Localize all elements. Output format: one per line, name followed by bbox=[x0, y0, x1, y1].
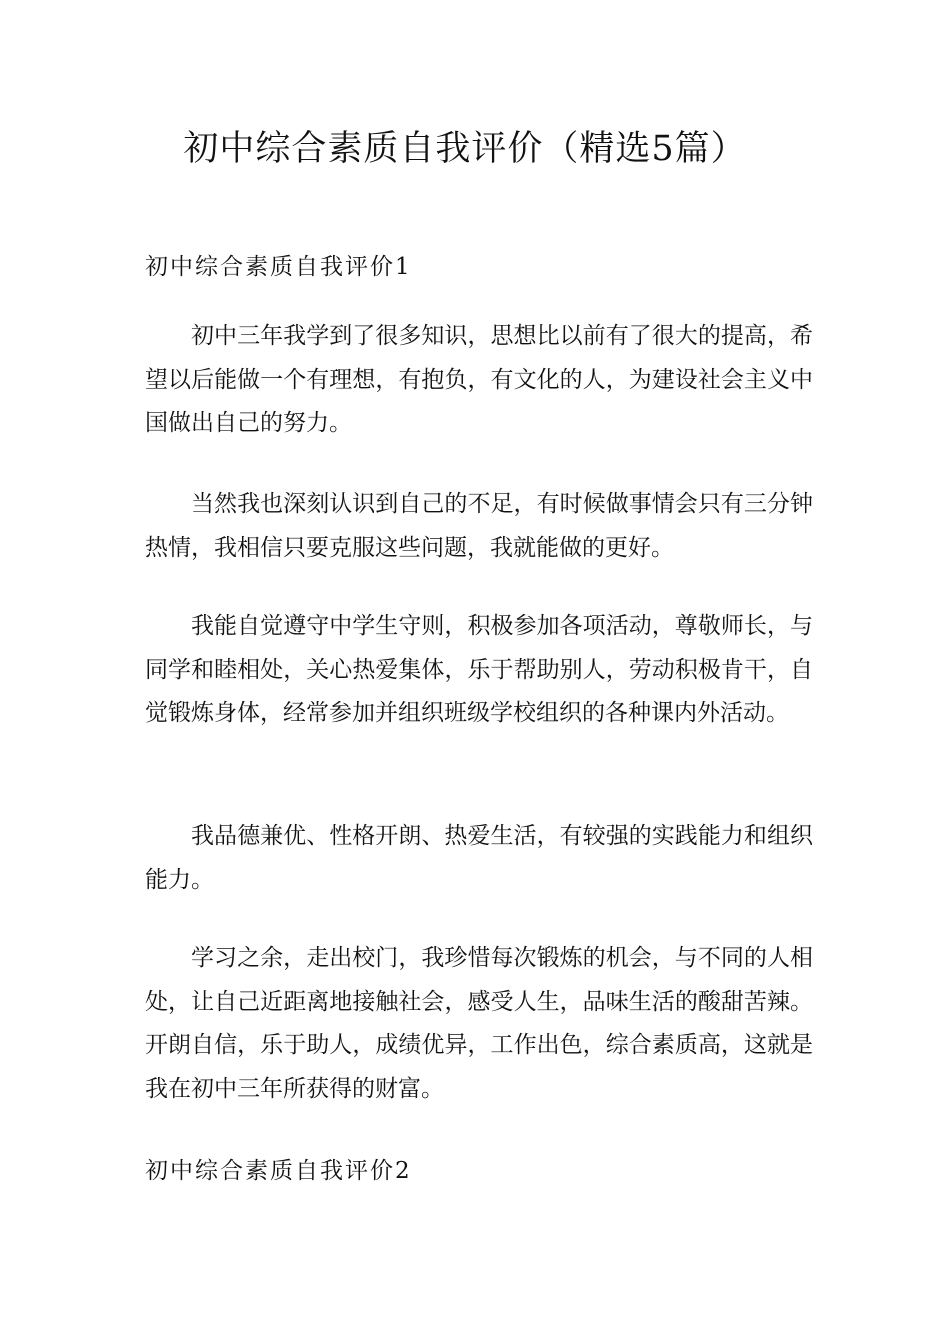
paragraph-2: 当然我也深刻认识到自己的不足，有时候做事情会只有三分钟热情，我相信只要克服这些问题，我就能做的更好。 bbox=[145, 491, 813, 561]
section-heading-1: 初中综合素质自我评价1 bbox=[145, 254, 412, 280]
document-title: 初中综合素质自我评价（精选5篇） bbox=[183, 129, 747, 169]
paragraph-4: 我品德兼优、性格开朗、热爱生活，有较强的实践能力和组织能力。 bbox=[145, 823, 813, 893]
paragraph-1: 初中三年我学到了很多知识，思想比以前有了很大的提高，希望以后能做一个有理想，有抱负，有文化的人，为建设社会主义中国做出自己的努力。 bbox=[145, 323, 813, 436]
paragraph-3: 我能自觉遵守中学生守则，积极参加各项活动，尊敬师长，与同学和睦相处，关心热爱集体，乐于帮助别人，劳动积极肯干，自觉锻炼身体，经常参加并组织班级学校组织的各种课内外活动。 bbox=[145, 613, 813, 726]
paragraph-5: 学习之余，走出校门，我珍惜每次锻炼的机会，与不同的人相处，让自己近距离地接触社会，感受人生，品味生活的酸甜苦辣。开朗自信，乐于助人，成绩优异，工作出色，综合素质高，这就是我在初中三年所获得的财富。 bbox=[145, 945, 813, 1102]
section-heading-2: 初中综合素质自我评价2 bbox=[145, 1158, 412, 1184]
